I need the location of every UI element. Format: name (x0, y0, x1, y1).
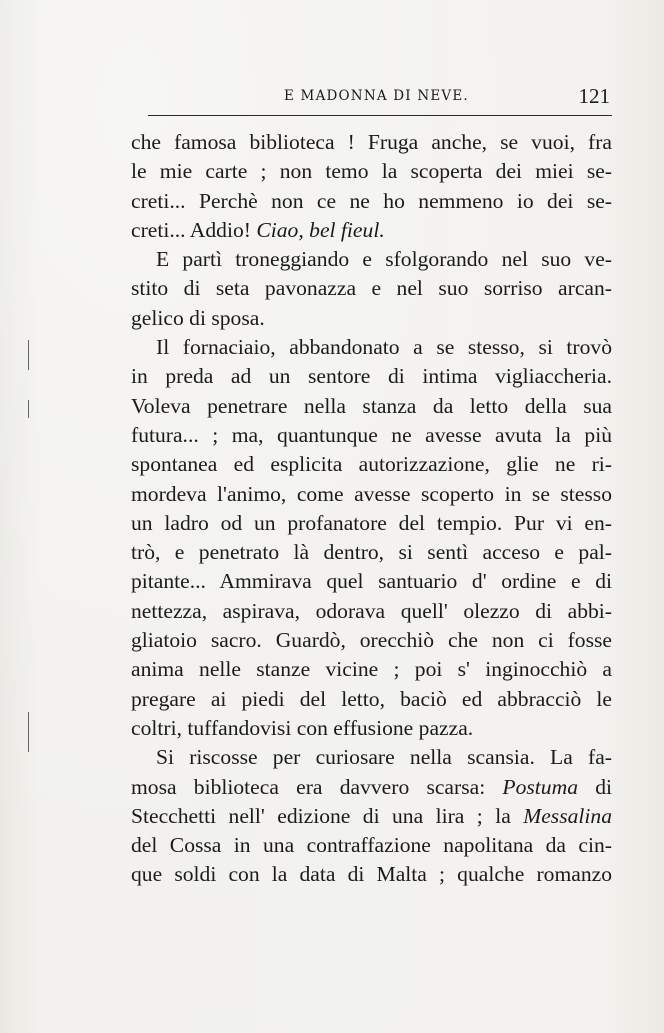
text-line: del Cossa in una contraffazione napolitana da cin- (131, 833, 612, 858)
italic-text: Postuma (502, 774, 578, 799)
text-segment: Stecchetti nell' edizione di una lira ; la (131, 803, 511, 828)
text-line: gliatoio sacro. Guardò, orecchiò che non ci fosse (131, 628, 612, 653)
text-line: gelico di sposa. (131, 305, 265, 330)
body-text (131, 128, 612, 890)
text-line: spontanea ed esplicita autorizzazione, glie ne ri- (131, 452, 612, 477)
text-line: E partì troneggiando e sfolgorando nel suo ve- (156, 247, 612, 272)
text-line: le mie carte ; non temo la scoperta dei miei se- (131, 159, 612, 184)
text-line: trò, e penetrato là dentro, si sentì acceso e pal- (131, 540, 612, 565)
text-segment: di (595, 774, 612, 799)
text-line (131, 802, 612, 831)
text-line: un ladro od un profanatore del tempio. Pur vi en- (131, 510, 612, 535)
text-line (131, 773, 612, 802)
text-line: Si riscosse per curiosare nella scansia. La fa- (156, 745, 612, 770)
text-line: coltri, tuffandovisi con effusione pazza. (131, 715, 474, 740)
text-line: mordeva l'animo, come avesse scoperto in se stesso (131, 481, 612, 506)
gutter-mark (28, 400, 29, 418)
text-line: futura... ; ma, quantunque ne avesse avuta la più (131, 422, 612, 447)
header-rule (148, 115, 612, 116)
italic-text: Ciao, (256, 217, 304, 242)
text-line: in preda ad un sentore di intima vigliaccheria. (131, 364, 612, 389)
text-line: nettezza, aspirava, odorava quell' olezzo di abbi- (131, 598, 612, 623)
text-line: Voleva penetrare nella stanza da letto della sua (131, 393, 612, 418)
text-segment: mosa biblioteca era davvero scarsa: (131, 774, 486, 799)
italic-text: Messalina (523, 803, 612, 828)
text-line: creti... Perchè non ce ne ho nemmeno io dei se- (131, 188, 612, 213)
text-segment: creti... Addio! (131, 217, 251, 242)
page-header (130, 82, 610, 112)
text-line: stito di seta pavonazza e nel suo sorriso arcan- (131, 276, 612, 301)
text-line: che famosa biblioteca ! Fruga anche, se vuoi, fra (131, 130, 612, 154)
page-number: 121 (578, 84, 610, 108)
gutter-mark (28, 340, 29, 370)
gutter-mark (28, 712, 29, 752)
text-line: anima nelle stanze vicine ; poi s' inginocchiò a (131, 657, 612, 682)
text-line: Il fornaciaio, abbandonato a se stesso, si trovò (156, 335, 612, 360)
text-line: pregare ai piedi del letto, baciò ed abbracciò le (131, 686, 612, 711)
text-line: pitante... Ammirava quel santuario d' ordine e di (131, 569, 612, 594)
running-title: E MADONNA DI NEVE. (284, 88, 469, 104)
text-line (131, 216, 612, 245)
text-line: que soldi con la data di Malta ; qualche romanzo (131, 862, 612, 887)
italic-text: bel fieul. (309, 217, 385, 242)
